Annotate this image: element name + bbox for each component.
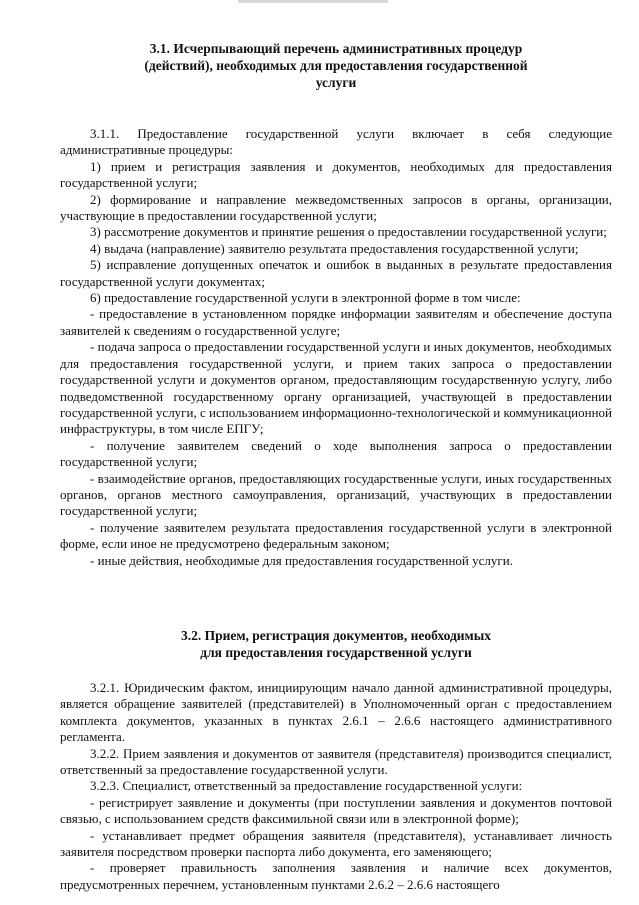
paragraph: 3) рассмотрение документов и принятие решения о предоставлении государственной услуги; <box>90 224 607 240</box>
section-3-2-body <box>60 680 612 893</box>
paragraph: - иные действия, необходимые для предоставления государственной услуги. <box>90 552 513 568</box>
paragraph: 2) формирование и направление межведомственных запросов в органы, организации, участвующие в предоставлении государственной услуги; <box>60 191 612 224</box>
paragraph: - устанавливает предмет обращения заявителя (представителя), устанавливает личность заявителя посредством проверки паспорта либо документа, его заменяющего; <box>60 827 612 860</box>
paragraph: - получение заявителем сведений о ходе выполнения запроса о предоставлении государственной услуги; <box>60 437 612 470</box>
paragraph: 5) исправление допущенных опечаток и ошибок в выданных в результате предоставления государственной услуги документах; <box>60 257 612 289</box>
paragraph: 4) выдача (направление) заявителю результата предоставления государственной услуги; <box>90 240 579 256</box>
heading-line: 3.2. Прием, регистрация документов, необходимых <box>180 628 492 643</box>
section-3-1-heading <box>60 40 612 91</box>
paragraph: - подача запроса о предоставлении государственной услуги и иных документов, необходимых для предоставления государственной услуги, и прием таких запроса о предоставлении государственной услуги и документов органом, предоставляющим государственную услугу, либо подведомственной государственному органу организацией, участвующей в предоставлении государственной услуги, с использованием информационно-технологической и коммуникационной инфраструктуры, в том числе ЕПГУ; <box>60 339 612 437</box>
paragraph: 3.1.1. Предоставление государственной услуги включает в себя следующие административные процедуры: <box>60 126 612 158</box>
paragraph: - регистрирует заявление и документы (при поступлении заявления и документов почтовой связью, с использованием средств факсимильной связи или в электронной форме); <box>60 794 612 827</box>
paragraph: - предоставление в установленном порядке информации заявителям и обеспечение доступа заявителей к сведениям о государственной услуге; <box>60 306 612 338</box>
heading-line: 3.1. Исчерпывающий перечень административных процедур <box>149 41 523 56</box>
heading-line: (действий), необходимых для предоставления государственной <box>144 58 528 73</box>
paragraph: - взаимодействие органов, предоставляющих государственные услуги, иных государственных органов, органов местного самоуправления, организаций, участвующих в предоставлении государственной услуги; <box>60 470 612 519</box>
heading-line: для предоставления государственной услуги <box>200 645 472 660</box>
scan-artifact <box>238 0 388 3</box>
paragraph: - проверяет правильность заполнения заявления и наличие всех документов, предусмотренных перечнем, установленным пунктами 2.6.2 – 2.6.6 настоящего <box>60 860 612 892</box>
paragraph: 6) предоставление государственной услуги в электронной форме в том числе: <box>90 290 521 306</box>
paragraph: 1) прием и регистрация заявления и документов, необходимых для предоставления государственной услуги; <box>60 158 612 191</box>
section-3-2-heading <box>60 627 612 661</box>
paragraph: 3.2.1. Юридическим фактом, инициирующим начало данной административной процедуры, является обращение заявителей (представителей) в Уполномоченный орган с предоставлением комплекта документов, указанных в пунктах 2.6.1 – 2.6.6 настоящего административного регламента. <box>60 680 612 745</box>
paragraph: - получение заявителем результата предоставления государственной услуги в электронной форме, если иное не предусмотрено федеральным законом; <box>60 519 612 552</box>
paragraph: 3.2.3. Специалист, ответственный за предоставление государственной услуги: <box>90 778 523 794</box>
heading-line: услуги <box>315 75 357 90</box>
section-3-1-body <box>60 126 612 569</box>
paragraph: 3.2.2. Прием заявления и документов от заявителя (представителя) производится специалист, ответственный за предоставление государственной услуги. <box>60 745 612 778</box>
